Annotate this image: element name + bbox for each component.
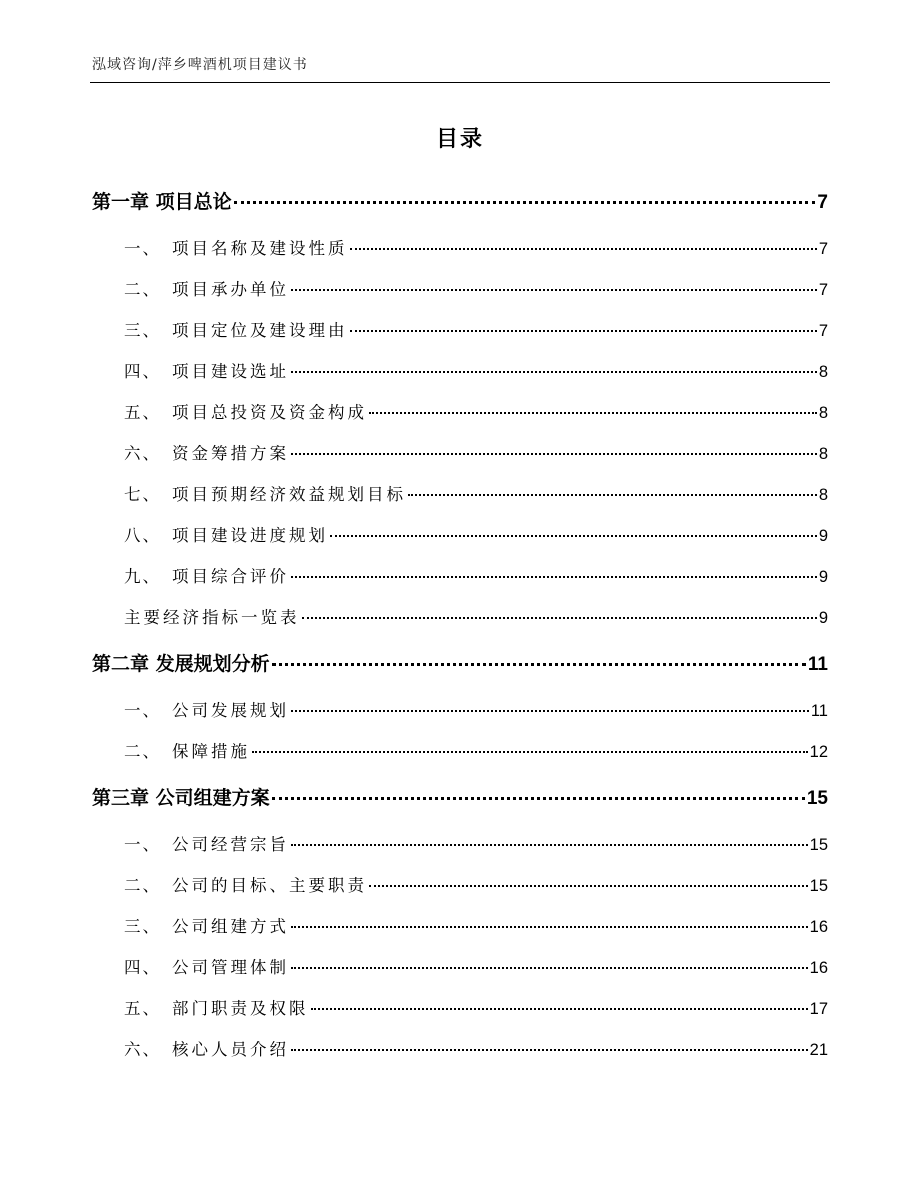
toc-entry-text: 项目承办单位 xyxy=(172,280,289,299)
toc-entry-number: 三、 xyxy=(124,321,161,340)
dot-leader xyxy=(369,869,808,888)
toc-page-number: 16 xyxy=(809,918,828,936)
dot-leader xyxy=(272,644,806,666)
toc-entry-label xyxy=(124,269,289,310)
toc-entry-text: 项目定位及建设理由 xyxy=(172,321,348,340)
toc-chapter-entry[interactable] xyxy=(92,638,828,690)
toc-page-number: 7 xyxy=(818,281,828,299)
dot-leader xyxy=(408,478,817,497)
toc-entry-label xyxy=(124,690,289,731)
toc-section-entry[interactable] xyxy=(92,474,828,515)
dot-leader xyxy=(234,182,816,204)
dot-leader xyxy=(252,735,808,754)
toc-chapter-entry[interactable] xyxy=(92,176,828,228)
toc-entry-text: 项目建设选址 xyxy=(172,362,289,381)
toc-page-number: 7 xyxy=(817,192,828,213)
toc-section-entry[interactable] xyxy=(92,1029,828,1070)
toc-page-number: 9 xyxy=(818,527,828,545)
toc-entry-label xyxy=(124,906,289,947)
toc-entry-label xyxy=(124,988,309,1029)
toc-entry-number: 七、 xyxy=(124,485,161,504)
toc-entry-text: 公司发展规划 xyxy=(172,701,289,720)
toc-entry-text: 保障措施 xyxy=(172,742,250,761)
toc-entry-number: 九、 xyxy=(124,567,161,586)
dot-leader xyxy=(291,828,808,847)
toc-section-entry[interactable] xyxy=(92,947,828,988)
toc-page-number: 15 xyxy=(809,877,828,895)
toc-page-number: 12 xyxy=(809,743,828,761)
toc-entry-label xyxy=(124,310,348,351)
toc-entry-number: 四、 xyxy=(124,362,161,381)
dot-leader xyxy=(291,951,808,970)
toc-entry-text: 公司组建方式 xyxy=(172,917,289,936)
running-header: 泓域咨询/萍乡啤酒机项目建议书 xyxy=(92,57,308,73)
toc-page-number: 7 xyxy=(818,322,828,340)
toc-page-number: 8 xyxy=(818,486,828,504)
dot-leader xyxy=(302,601,817,620)
dot-leader xyxy=(311,992,808,1011)
toc-entry-label xyxy=(124,556,289,597)
dot-leader xyxy=(291,694,809,713)
toc-entry-number: 二、 xyxy=(124,742,161,761)
toc-entry-text: 项目名称及建设性质 xyxy=(172,239,348,258)
toc-section-entry[interactable] xyxy=(92,392,828,433)
dot-leader xyxy=(291,355,817,374)
dot-leader xyxy=(291,437,817,456)
toc-entry-text: 公司经营宗旨 xyxy=(172,835,289,854)
dot-leader xyxy=(291,1033,808,1052)
toc-page-number: 15 xyxy=(806,788,828,809)
toc-entry-text: 公司管理体制 xyxy=(172,958,289,977)
toc-entry-label xyxy=(124,392,367,433)
toc-entry-number: 二、 xyxy=(124,280,161,299)
toc-entry-label xyxy=(124,228,348,269)
toc-entry-number: 六、 xyxy=(124,444,161,463)
toc-page-number: 8 xyxy=(818,404,828,422)
toc-entry-text: 项目总投资及资金构成 xyxy=(172,403,367,422)
toc-entry-label xyxy=(124,433,289,474)
toc-section-entry[interactable] xyxy=(92,865,828,906)
toc-entry-label xyxy=(124,731,250,772)
toc-page-number: 9 xyxy=(818,568,828,586)
dot-leader xyxy=(350,314,817,333)
toc-page-number: 7 xyxy=(818,240,828,258)
toc-entry-number: 四、 xyxy=(124,958,161,977)
toc-section-entry[interactable] xyxy=(92,310,828,351)
toc-entry-label xyxy=(92,638,270,690)
toc-section-entry[interactable] xyxy=(92,690,828,731)
toc-section-entry[interactable] xyxy=(92,228,828,269)
dot-leader xyxy=(291,560,817,579)
toc-section-entry[interactable] xyxy=(92,269,828,310)
toc-page-number: 11 xyxy=(807,654,828,675)
toc-entry-label xyxy=(124,597,300,638)
toc-entry-number: 八、 xyxy=(124,526,161,545)
toc-section-entry[interactable] xyxy=(92,351,828,392)
toc-entry-label xyxy=(124,351,289,392)
toc-entry-label xyxy=(92,772,270,824)
table-of-contents xyxy=(92,176,828,1070)
toc-page-number: 8 xyxy=(818,445,828,463)
toc-entry-text: 核心人员介绍 xyxy=(172,1040,289,1059)
toc-section-entry[interactable] xyxy=(92,906,828,947)
toc-page-number: 17 xyxy=(809,1000,828,1018)
toc-entry-number: 六、 xyxy=(124,1040,161,1059)
toc-entry-text: 项目预期经济效益规划目标 xyxy=(172,485,406,504)
dot-leader xyxy=(369,396,817,415)
toc-entry-text: 第一章 项目总论 xyxy=(92,191,232,213)
toc-entry-label xyxy=(124,1029,289,1070)
dot-leader xyxy=(350,232,817,251)
toc-entry-text: 第三章 公司组建方案 xyxy=(92,787,270,809)
toc-entry-text: 项目综合评价 xyxy=(172,567,289,586)
dot-leader xyxy=(291,910,808,929)
toc-page-number: 21 xyxy=(809,1041,828,1059)
toc-entry-label xyxy=(124,515,328,556)
toc-entry-text: 项目建设进度规划 xyxy=(172,526,328,545)
toc-entry-number: 一、 xyxy=(124,701,161,720)
toc-entry-number: 二、 xyxy=(124,876,161,895)
toc-page-number: 8 xyxy=(818,363,828,381)
toc-section-entry[interactable] xyxy=(92,824,828,865)
toc-entry-text: 第二章 发展规划分析 xyxy=(92,653,270,675)
dot-leader xyxy=(272,778,805,800)
toc-entry-label xyxy=(124,474,406,515)
toc-page-number: 9 xyxy=(818,609,828,627)
toc-entry-label xyxy=(124,865,367,906)
toc-page-number: 16 xyxy=(809,959,828,977)
toc-entry-text: 部门职责及权限 xyxy=(172,999,309,1018)
toc-page-number: 11 xyxy=(810,702,828,720)
toc-entry-label xyxy=(92,176,232,228)
toc-chapter-entry[interactable] xyxy=(92,772,828,824)
toc-entry-number: 五、 xyxy=(124,403,161,422)
toc-entry-text: 主要经济指标一览表 xyxy=(124,608,300,627)
toc-section-entry[interactable] xyxy=(92,597,828,638)
dot-leader xyxy=(330,519,817,538)
toc-section-entry[interactable] xyxy=(92,515,828,556)
toc-entry-label xyxy=(124,824,289,865)
toc-entry-number: 五、 xyxy=(124,999,161,1018)
toc-entry-text: 资金筹措方案 xyxy=(172,444,289,463)
toc-entry-number: 一、 xyxy=(124,239,161,258)
toc-title: 目录 xyxy=(435,127,484,152)
toc-entry-text: 公司的目标、主要职责 xyxy=(172,876,367,895)
toc-section-entry[interactable] xyxy=(92,556,828,597)
toc-entry-number: 一、 xyxy=(124,835,161,854)
dot-leader xyxy=(291,273,817,292)
toc-entry-label xyxy=(124,947,289,988)
toc-section-entry[interactable] xyxy=(92,731,828,772)
toc-section-entry[interactable] xyxy=(92,433,828,474)
toc-section-entry[interactable] xyxy=(92,988,828,1029)
toc-page-number: 15 xyxy=(809,836,828,854)
header-rule xyxy=(90,82,830,83)
toc-entry-number: 三、 xyxy=(124,917,161,936)
